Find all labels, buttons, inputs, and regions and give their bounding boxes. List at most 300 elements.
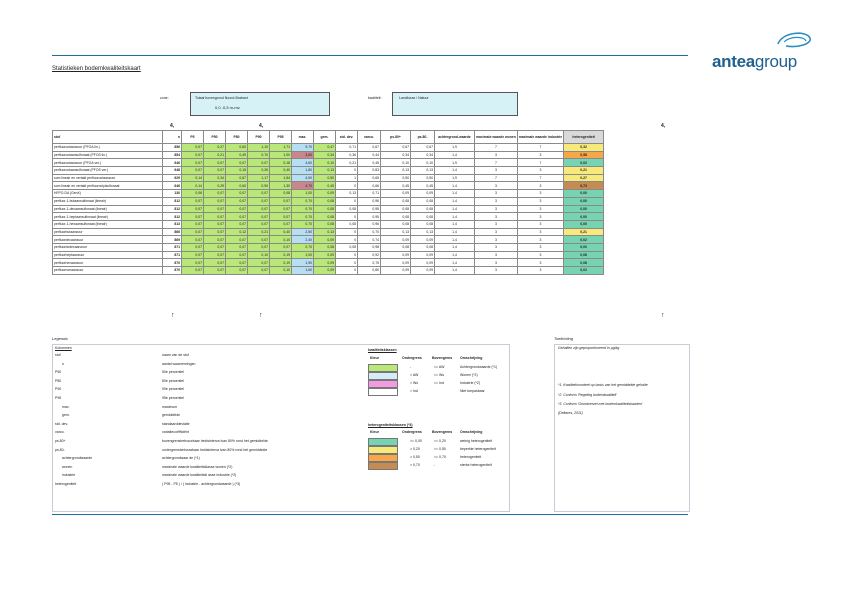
cell-percentile: 0,07 <box>182 213 204 221</box>
cell-norm: 3 <box>475 151 518 159</box>
cell-gem: 0,13 <box>314 228 336 236</box>
legend-description: standaarddeviatie <box>162 421 190 426</box>
legend-key: achtergrondwaarde <box>62 456 93 461</box>
toelichting-note1: *1. Kwaliteitsoordeel op basis van het gemiddelde gehalte <box>558 383 648 387</box>
cell-stat: 0 <box>336 182 358 190</box>
cell-stat: 0,75 <box>358 259 381 267</box>
legend-block-cell: Industrie (*2) <box>460 381 481 385</box>
cell-percentile: 0,21 <box>248 228 270 236</box>
cell-percentile: 0,26 <box>248 167 270 175</box>
legend-key: ps.80+ <box>55 439 66 443</box>
cell-norm: 7 <box>517 159 563 167</box>
cell-norm: 3 <box>475 182 518 190</box>
legend-block-cell: <= AW <box>434 365 445 369</box>
cell-heterogeniteit: 0,58 <box>564 151 604 159</box>
cell-percentile: 0,07 <box>204 159 226 167</box>
cell-stat: 0,09 <box>381 190 411 198</box>
cell-heterogeniteit: 0,00 <box>564 243 604 251</box>
cell-stat: 0,09 <box>411 190 435 198</box>
legend-block-cell: > 0,50 <box>410 455 420 459</box>
cell-heterogeniteit: 0,21 <box>564 228 604 236</box>
cell-stat: 0,36 <box>336 151 358 159</box>
cell-max: 1,60 <box>292 267 314 275</box>
cell-stat: 0,74 <box>358 236 381 244</box>
cell-stat: 0,34 <box>381 151 411 159</box>
cell-percentile: 0,12 <box>226 228 248 236</box>
cell-percentile: 0,07 <box>226 197 248 205</box>
cell-norm: 3 <box>475 236 518 244</box>
cell-norm: 1,4 <box>435 213 475 221</box>
toelichting-note2: *2. Conform 'Regeling bodemkwaliteit' <box>558 393 617 397</box>
legend-title: Legenda <box>52 336 68 341</box>
cell-n: 648 <box>163 167 182 175</box>
cell-norm: 1,4 <box>435 197 475 205</box>
cell-percentile: 0,10 <box>270 267 292 275</box>
legend-block-cell: <= Wo <box>434 373 445 377</box>
cell-norm: 3 <box>517 251 563 259</box>
cell-norm: 1,9 <box>435 174 475 182</box>
kwaliteit-value: Landbouw / Natuur <box>399 96 429 100</box>
cell-heterogeniteit: 0,02 <box>564 236 604 244</box>
logo-light: group <box>754 52 797 71</box>
cell-stat: 0,09 <box>381 251 411 259</box>
cell-percentile: 0,07 <box>182 167 204 175</box>
column-header: P50 <box>204 131 226 144</box>
column-header: std. dev. <box>336 131 358 144</box>
cell-percentile: 0,07 <box>204 190 226 198</box>
logo-swoosh-icon <box>706 30 816 54</box>
cell-n: 813 <box>163 220 182 228</box>
cell-percentile: 0,07 <box>226 259 248 267</box>
cell-percentile: 0,60 <box>226 144 248 152</box>
cell-max: 4,60 <box>292 159 314 167</box>
cell-heterogeniteit: 0,02 <box>564 159 604 167</box>
row-stof: perfluornonaanzuur <box>53 267 163 275</box>
legend-block-header: Kleur <box>370 430 379 434</box>
bottom-rule <box>52 514 688 515</box>
cell-stat: 0 <box>336 228 358 236</box>
cell-stat: 0,45 <box>358 159 381 167</box>
cell-percentile: 0,07 <box>204 205 226 213</box>
cell-stat: 0,08 <box>411 213 435 221</box>
cell-stat: 0,80 <box>358 267 381 275</box>
column-header: varco. <box>358 131 381 144</box>
cell-stat: 0,08 <box>381 220 411 228</box>
cell-stat: 0,66 <box>358 182 381 190</box>
cell-percentile: 0,07 <box>226 251 248 259</box>
column-header: max. <box>292 131 314 144</box>
cell-gem: 0,08 <box>314 243 336 251</box>
legend-description: naam van de stof <box>162 353 189 357</box>
table-row <box>53 220 604 228</box>
cell-norm: 7 <box>475 144 518 152</box>
cell-gem: 0,10 <box>314 159 336 167</box>
logo-strong: antea <box>712 52 755 71</box>
legend-description: variatiecoëfficiënt <box>162 430 189 435</box>
legend-description: 95e percentiel <box>162 396 184 400</box>
cell-gem: 0,09 <box>314 259 336 267</box>
legend-key: varco. <box>55 430 65 435</box>
cell-stat: 0,67 <box>381 144 411 152</box>
cell-percentile: 0,07 <box>248 190 270 198</box>
legend-block-cell: heterogeniteit <box>460 455 482 459</box>
cell-percentile: 1,00 <box>270 151 292 159</box>
row-stof: HFPO-DA (GenX) <box>53 190 163 198</box>
row-stof: perfluoroctaanzuur (PFOA ver.) <box>53 159 163 167</box>
cell-gem: 0,08 <box>314 197 336 205</box>
legend-color-swatch <box>368 364 398 372</box>
table-row <box>53 267 604 275</box>
cell-stat: 0,09 <box>381 236 411 244</box>
legend-description: 90e percentiel <box>162 387 184 392</box>
legend-block-header: Bovengrens <box>432 356 453 360</box>
table-row <box>53 167 604 175</box>
cell-percentile: 0,07 <box>248 243 270 251</box>
antea-group-logo <box>706 30 816 72</box>
legend-key: n <box>62 361 64 366</box>
cell-percentile: 0,07 <box>226 205 248 213</box>
cell-max: 1,90 <box>292 259 314 267</box>
row-stof: som lineair en vertakt perfluoroctaanzuur <box>53 174 163 182</box>
table-row <box>53 236 604 244</box>
cell-percentile: 0,07 <box>226 190 248 198</box>
legend-description: ( P95 - P5 ) / ( industrie - achtergrondwaarde ) (*3) <box>162 482 241 486</box>
cell-stat: 0 <box>336 267 358 275</box>
legend-block-header: Omschrijving <box>460 356 483 360</box>
cell-stat: 0 <box>336 236 358 244</box>
cell-stat: 0,70 <box>358 228 381 236</box>
cell-stat: 0,09 <box>411 236 435 244</box>
cell-percentile: 0,07 <box>182 267 204 275</box>
cell-stat: 0,96 <box>358 220 381 228</box>
cell-stat: 0,08 <box>336 243 358 251</box>
cell-percentile: 0,07 <box>204 259 226 267</box>
cell-norm: 7 <box>517 174 563 182</box>
cell-gem: 0,45 <box>314 182 336 190</box>
cell-stat: 0,67 <box>411 144 435 152</box>
legend-description: achtergrondwaar de (*1) <box>162 456 200 461</box>
legend-key: gem. <box>62 413 70 418</box>
cell-n: 629 <box>163 174 182 182</box>
cell-norm: 1,9 <box>435 159 475 167</box>
cell-percentile: 0,07 <box>226 159 248 167</box>
legend-description: maximale waarde kwaliteitskl asse industrie (*2) <box>162 473 237 478</box>
cell-percentile: 0,15 <box>226 167 248 175</box>
cell-percentile: 0,07 <box>182 151 204 159</box>
row-stof: perfluorhexaanzuur <box>53 259 163 267</box>
cell-norm: 3 <box>475 220 518 228</box>
cell-stat: 0,95 <box>358 213 381 221</box>
legend-block-cell: > Ind <box>410 389 418 393</box>
cell-norm: 1,4 <box>435 259 475 267</box>
cell-norm: 3 <box>517 213 563 221</box>
cell-norm: 3 <box>517 243 563 251</box>
cell-stat: 0,65 <box>358 174 381 182</box>
toelichting-title: Toelichting <box>554 336 573 341</box>
cell-stat: 0,09 <box>381 259 411 267</box>
legend-key: P95 <box>55 396 62 400</box>
cell-stat: 1 <box>336 174 358 182</box>
legend-block-cell: - <box>434 463 436 467</box>
legend-block-header: Ondergrens <box>402 430 422 434</box>
cell-percentile: 0,60 <box>226 182 248 190</box>
row-stof: perfluoroctaansulfonaat (PFOS ver.) <box>53 167 163 175</box>
cell-percentile: 0,07 <box>204 236 226 244</box>
het-title: heterogeniteitsklassen (*3) <box>368 423 413 427</box>
cell-stat: 0 <box>336 167 358 175</box>
cell-max: 2,50 <box>292 228 314 236</box>
row-stof: perfluor-1-heptaansulfonaat (lineair) <box>53 213 163 221</box>
cell-stat: 0,67 <box>358 144 381 152</box>
legend-color-swatch <box>368 462 398 470</box>
row-stof: perfluordodecaanzuur <box>53 243 163 251</box>
cell-stat: 0,13 <box>411 167 435 175</box>
cell-n: 646 <box>163 159 182 167</box>
cell-heterogeniteit: 0,00 <box>564 205 604 213</box>
cell-stat: 0,50 <box>381 174 411 182</box>
cell-stat: 0,08 <box>381 197 411 205</box>
cell-stat: 0,13 <box>381 167 411 175</box>
legend-color-swatch <box>368 446 398 454</box>
cell-percentile: 0,07 <box>182 220 204 228</box>
cell-percentile: 0,19 <box>270 259 292 267</box>
cell-norm: 3 <box>517 182 563 190</box>
cell-stat: 0,96 <box>358 197 381 205</box>
cell-percentile: 0,07 <box>270 220 292 228</box>
table-row <box>53 174 604 182</box>
legend-block-cell: >= 0,00 <box>410 439 422 443</box>
cell-gem: 0,50 <box>314 174 336 182</box>
cell-norm: 1,9 <box>435 144 475 152</box>
legend-block-header: Bovengrens <box>432 430 453 434</box>
cell-max: 2,40 <box>292 236 314 244</box>
cell-n: 812 <box>163 205 182 213</box>
cell-max: 0,70 <box>292 213 314 221</box>
legend-description: ondergrensbetrouwbaar heidsinterva lvan 80% rond het gemiddelde <box>162 447 268 452</box>
cell-max: 9,70 <box>292 144 314 152</box>
cell-norm: 3 <box>475 205 518 213</box>
cell-stat: 0,98 <box>358 243 381 251</box>
cell-heterogeniteit: 0,32 <box>564 144 604 152</box>
cell-gem: 0,13 <box>314 167 336 175</box>
page-title: Statistieken bodemkwaliteitskaart <box>52 66 141 72</box>
column-header: ps.80- <box>411 131 435 144</box>
legend-block-cell: - <box>410 365 412 369</box>
cell-percentile: 0,67 <box>226 174 248 182</box>
cell-stat: 0,08 <box>411 243 435 251</box>
cell-stat: 0,34 <box>411 151 435 159</box>
cell-gem: 0,09 <box>314 236 336 244</box>
cell-stat: 0,08 <box>381 205 411 213</box>
table-row <box>53 182 604 190</box>
cell-max: 3,60 <box>292 151 314 159</box>
cell-n: 871 <box>163 243 182 251</box>
cell-norm: 3 <box>517 236 563 244</box>
cell-percentile: 0,21 <box>204 151 226 159</box>
cell-percentile: 1,17 <box>248 174 270 182</box>
cell-stat: 0,10 <box>411 159 435 167</box>
cell-stat: 0,13 <box>381 228 411 236</box>
cell-stat: 0,45 <box>381 182 411 190</box>
cell-stat: 0,92 <box>358 251 381 259</box>
row-stof: perfluoroctaansulfonaat (PFOS lin.) <box>53 151 163 159</box>
row-stof: perfluor-1-decaansulfonaat (lineair) <box>53 205 163 213</box>
cell-max: 1,00 <box>292 251 314 259</box>
cell-percentile: 0,07 <box>204 243 226 251</box>
cell-stat: 0,08 <box>336 220 358 228</box>
legend-block-cell: > AW <box>410 373 419 377</box>
cell-stat: 0,45 <box>411 182 435 190</box>
table-row <box>53 190 604 198</box>
cell-norm: 3 <box>475 243 518 251</box>
cell-max: 0,70 <box>292 220 314 228</box>
cell-percentile: 0,07 <box>248 205 270 213</box>
cell-stat: 0,09 <box>381 267 411 275</box>
cell-norm: 3 <box>517 228 563 236</box>
column-header: maximale waarde wonen <box>475 131 518 144</box>
cell-norm: 3 <box>517 267 563 275</box>
het-column-arrow-icon: ↑ <box>661 312 665 319</box>
legend-key: std. dev. <box>55 421 68 426</box>
cell-percentile: 0,27 <box>204 144 226 152</box>
cell-gem: 0,47 <box>314 144 336 152</box>
toelichting-note3: *3. Conform 'Grondverzet met bodemkwaliteitskaarten' <box>558 402 643 406</box>
cell-stat: 0,08 <box>411 220 435 228</box>
cell-percentile: 0,06 <box>182 190 204 198</box>
legend-block-cell: <= 0,70 <box>434 455 446 459</box>
cell-percentile: 0,07 <box>270 205 292 213</box>
column-header: P80 <box>226 131 248 144</box>
cell-gem: 0,08 <box>314 213 336 221</box>
cell-percentile: 0,07 <box>182 228 204 236</box>
cell-stat: 0,13 <box>411 228 435 236</box>
legend-color-swatch <box>368 372 398 380</box>
cell-percentile: 0,70 <box>248 151 270 159</box>
cell-heterogeniteit: 0,00 <box>564 190 604 198</box>
row-stof: som lineair en vertakt perfluoroctylsulfonaat <box>53 182 163 190</box>
cell-gem: 0,09 <box>314 190 336 198</box>
cell-n: 646 <box>163 182 182 190</box>
legend-color-swatch <box>368 388 398 396</box>
legend-key: ps.80- <box>55 447 65 452</box>
p50-column-mark: 4, <box>259 123 264 129</box>
cell-stat: 0,09 <box>411 251 435 259</box>
cell-max: 0,70 <box>292 197 314 205</box>
cell-stat: 0,13 <box>336 190 358 198</box>
legend-block-cell: > 0,70 <box>410 463 420 467</box>
row-stof: perfluordecaanzuur <box>53 236 163 244</box>
cell-stat: 0,08 <box>411 197 435 205</box>
table-header-row <box>53 131 604 144</box>
cell-max: 0,70 <box>292 243 314 251</box>
cell-percentile: 0,07 <box>204 228 226 236</box>
cell-stat: 0,71 <box>358 190 381 198</box>
table-row <box>53 228 604 236</box>
p50-column-arrow-icon: ↑ <box>259 312 263 319</box>
cell-stat: 0,71 <box>336 144 358 152</box>
cell-percentile: 0,07 <box>182 197 204 205</box>
cell-n: 812 <box>163 197 182 205</box>
column-header: gem. <box>314 131 336 144</box>
cell-percentile: 0,07 <box>182 159 204 167</box>
legend-description: gemiddelde <box>162 413 181 418</box>
klassen-title: kwaliteitsklassen <box>368 348 397 352</box>
cell-max: 1,80 <box>292 167 314 175</box>
legend-block-cell: beperkte heterogeniteit <box>460 447 496 451</box>
legend-color-swatch <box>368 380 398 388</box>
cell-stat: 0 <box>336 251 358 259</box>
cell-norm: 3 <box>517 205 563 213</box>
cell-percentile: 0,18 <box>270 159 292 167</box>
cell-percentile: 0,19 <box>270 251 292 259</box>
legend-block-cell: > 0,20 <box>410 447 420 451</box>
cell-percentile: 0,07 <box>248 159 270 167</box>
cell-norm: 1,4 <box>435 236 475 244</box>
cell-norm: 3 <box>475 228 518 236</box>
legend-key: heterogeniteit <box>55 482 77 486</box>
cell-percentile: 0,07 <box>248 213 270 221</box>
cell-stat: 0,09 <box>411 267 435 275</box>
cell-percentile: 0,07 <box>182 259 204 267</box>
cell-percentile: 0,10 <box>270 236 292 244</box>
legend-description: 50e percentiel <box>162 370 184 375</box>
cell-percentile: 0,40 <box>270 228 292 236</box>
column-header: maximale waarde industrie <box>517 131 563 144</box>
cell-gem: 0,08 <box>314 220 336 228</box>
cell-percentile: 0,07 <box>270 243 292 251</box>
cell-percentile: 0,07 <box>182 236 204 244</box>
table-row <box>53 251 604 259</box>
cell-heterogeniteit: 0,21 <box>564 167 604 175</box>
cell-norm: 1,4 <box>435 182 475 190</box>
legend-color-swatch <box>368 438 398 446</box>
cell-norm: 1,4 <box>435 190 475 198</box>
legend-kolommen: Kolommen <box>55 346 72 350</box>
cell-n: 870 <box>163 259 182 267</box>
cell-percentile: 1,71 <box>270 144 292 152</box>
cell-heterogeniteit: 0,08 <box>564 251 604 259</box>
cell-stat: 0 <box>336 197 358 205</box>
cell-gem: 0,08 <box>314 205 336 213</box>
legend-description: 80e percentiel <box>162 378 184 383</box>
column-header: heterogeniteit <box>564 131 604 144</box>
cell-stat: 0 <box>336 213 358 221</box>
legend-key: P90 <box>55 387 62 392</box>
cell-norm: 1,4 <box>435 267 475 275</box>
kwaliteit-label: kwaliteit: <box>368 96 382 100</box>
legend-description: maximum <box>162 404 178 409</box>
row-stof: perfluoroctaanzuur (PFOA lin.) <box>53 144 163 152</box>
legend-description: bovengrensbetrouwbaar heidsinterva lvan 80% rond het gemiddelde <box>162 439 268 443</box>
cell-n: 130 <box>163 190 182 198</box>
row-stof: perfluor-1-butaansulfonaat (lineair) <box>53 197 163 205</box>
cell-heterogeniteit: 0,00 <box>564 197 604 205</box>
legend-key: stof <box>55 353 61 357</box>
cell-stat: 0 <box>336 259 358 267</box>
column-header: P90 <box>248 131 270 144</box>
cell-percentile: 0,07 <box>248 236 270 244</box>
cell-norm: 3 <box>475 213 518 221</box>
cell-n: 866 <box>163 228 182 236</box>
n-column-mark: 4, <box>170 123 175 129</box>
legend-block-header: Ondergrens <box>402 356 422 360</box>
cell-percentile: 1,30 <box>270 182 292 190</box>
cell-norm: 3 <box>517 151 563 159</box>
cell-stat: 0,95 <box>358 205 381 213</box>
cell-percentile: 0,07 <box>226 236 248 244</box>
legend-key: P80 <box>55 378 62 383</box>
cell-percentile: 1,10 <box>248 144 270 152</box>
